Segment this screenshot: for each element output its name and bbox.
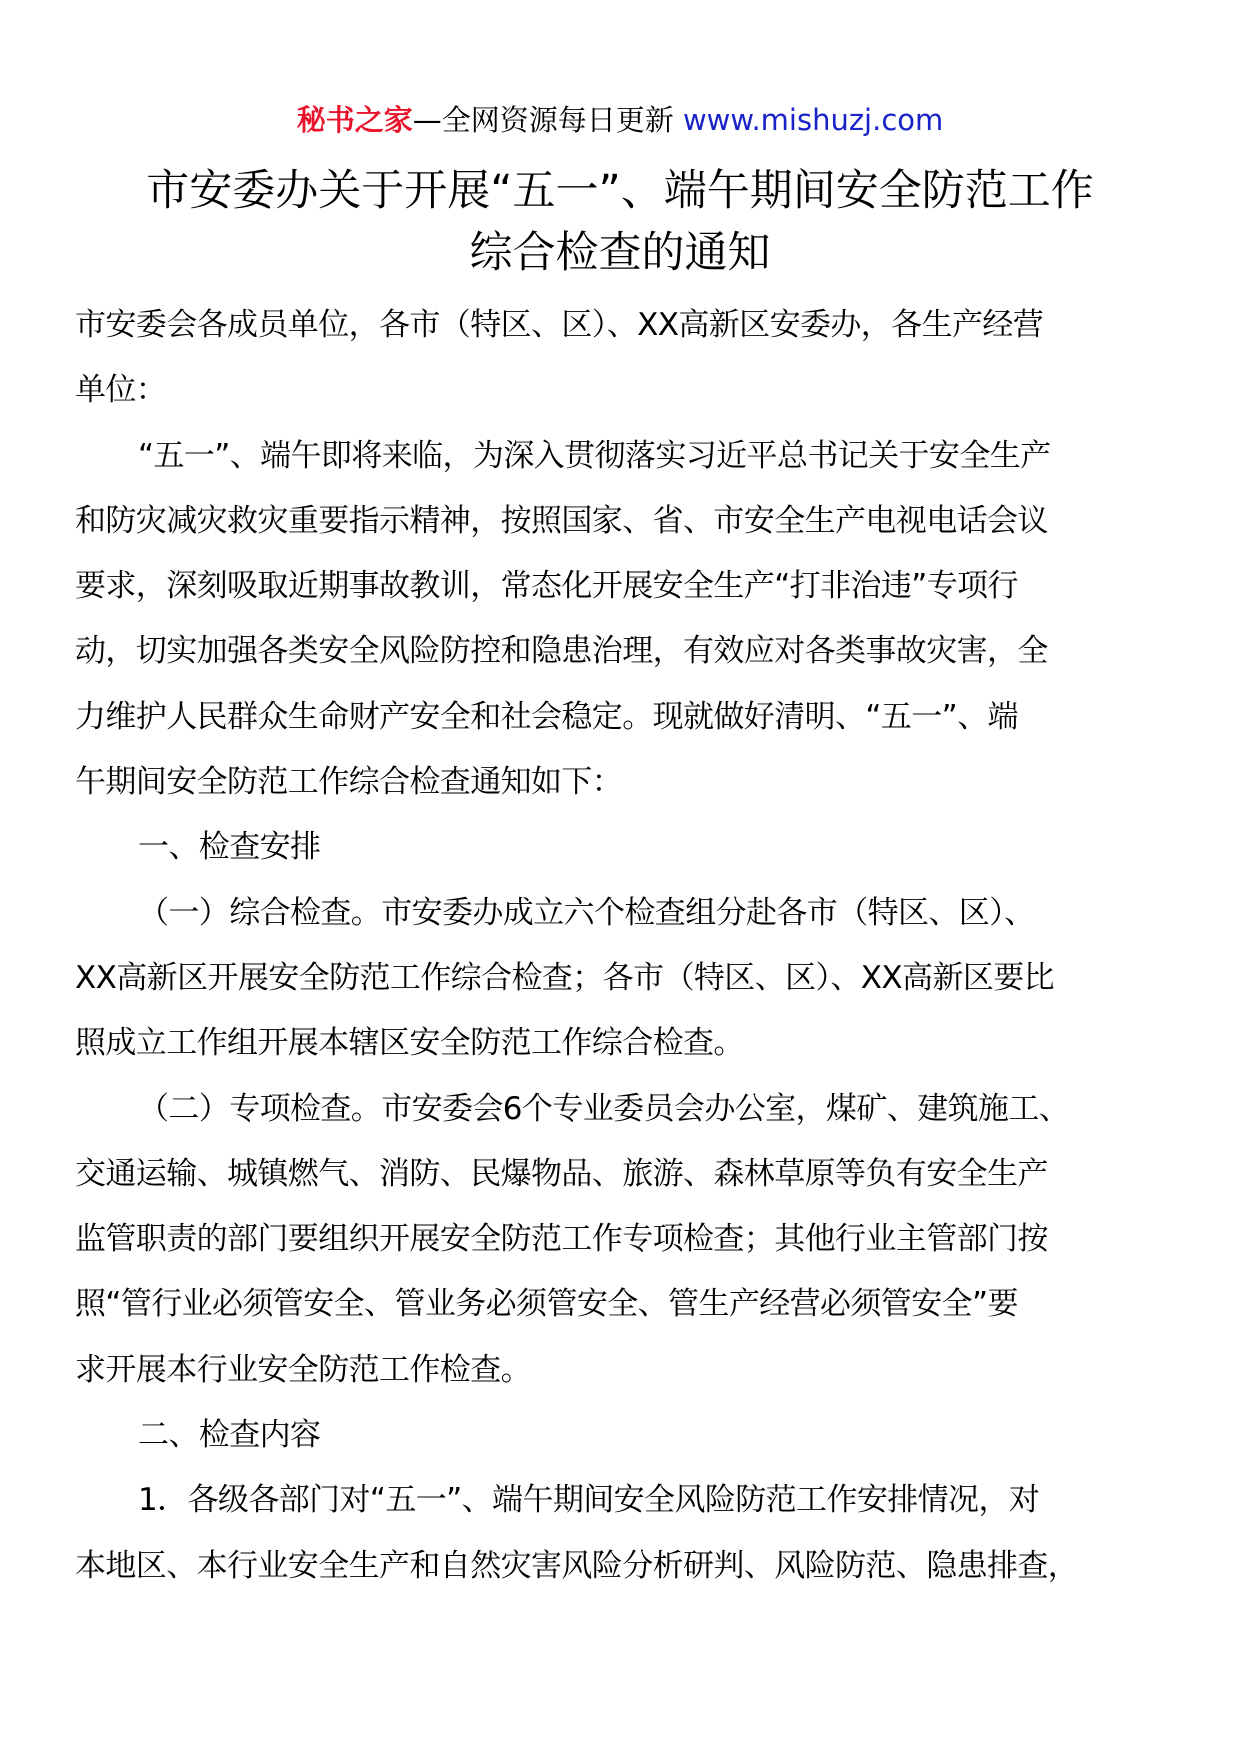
- body-line: 力维护人民群众生命财产安全和社会稳定。现就做好清明、“五一”、端: [75, 698, 1018, 735]
- body-line: 交通运输、城镇燃气、消防、民爆物品、旅游、森林草原等负有安全生产: [75, 1155, 1048, 1192]
- title-line-1: 市安委办关于开展“五一”、端午期间安全防范工作: [146, 166, 1094, 216]
- body-line: 1．各级各部门对“五一”、端午期间安全风险防范工作安排情况，对: [138, 1482, 1040, 1519]
- section-heading: 一、检查安排: [138, 829, 321, 866]
- body-line: 午期间安全防范工作综合检查通知如下：: [75, 764, 623, 801]
- document-body: [75, 293, 1175, 1599]
- body-line: 要求，深刻吸取近期事故教训，常态化开展安全生产“打非治违”专项行: [75, 568, 1018, 605]
- header-banner: [0, 100, 1240, 140]
- title-line-2: 综合检查的通知: [469, 228, 771, 278]
- body-line: 动，切实加强各类安全风险防控和隐患治理，有效应对各类事故灾害，全: [75, 633, 1048, 670]
- section-heading: 二、检查内容: [138, 1417, 321, 1454]
- body-line: 求开展本行业安全防范工作检查。: [75, 1351, 531, 1388]
- body-line: 照成立工作组开展本辖区安全防范工作综合检查。: [75, 1025, 744, 1062]
- body-line: 照“管行业必须管安全、管业务必须管安全、管生产经营必须管安全”要: [75, 1286, 1018, 1323]
- body-line: 单位：: [75, 372, 167, 409]
- body-line: 和防灾减灾救灾重要指示精神，按照国家、省、市安全生产电视电话会议: [75, 502, 1048, 539]
- body-line: （一）综合检查。市安委办成立六个检查组分赴各市（特区、区）、: [138, 894, 1035, 931]
- body-line: “五一”、端午即将来临，为深入贯彻落实习近平总书记关于安全生产: [138, 437, 1051, 474]
- body-line: 监管职责的部门要组织开展安全防范工作专项检查；其他行业主管部门按: [75, 1221, 1048, 1258]
- body-line: （二）专项检查。市安委会6个专业委员会办公室，煤矿、建筑施工、: [138, 1090, 1070, 1127]
- body-line: 本地区、本行业安全生产和自然灾害风险分析研判、风险防范、隐患排查，: [75, 1547, 1079, 1584]
- document-title: [0, 160, 1240, 284]
- brand-name: 秘书之家: [296, 103, 413, 137]
- site-url-link[interactable]: www.mishuzj.com: [682, 103, 944, 137]
- body-line: 市安委会各成员单位，各市（特区、区）、XX高新区安委办，各生产经营: [75, 307, 1044, 343]
- header-slogan: —全网资源每日更新: [412, 103, 683, 137]
- body-line: XX高新区开展安全防范工作综合检查；各市（特区、区）、XX高新区要比: [75, 959, 1055, 996]
